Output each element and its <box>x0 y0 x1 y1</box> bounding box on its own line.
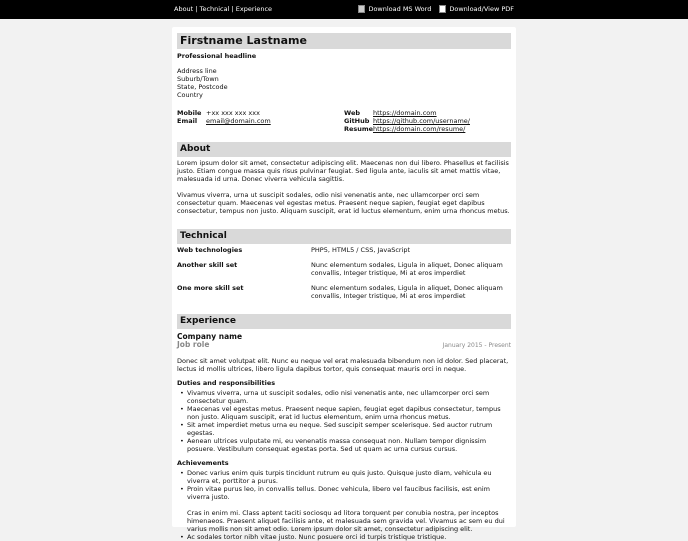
list-item: • Vivamus viverra, urna ut suscipit sodales, odio nisi venenatis ante, nec ullamcorper orci sem consectetur quam. <box>187 389 511 405</box>
duties-heading: Duties and responsibilities <box>177 379 276 387</box>
nav-separator: | <box>195 5 198 13</box>
resume-page <box>172 27 516 541</box>
skill-value: PHP5, HTML5 / CSS, JavaScript <box>311 246 411 254</box>
pdf-document-icon <box>439 5 446 13</box>
address-state: State, Postcode <box>177 83 228 91</box>
duties-list <box>177 389 511 453</box>
skill-row <box>177 246 511 254</box>
nav-separator: | <box>231 5 234 13</box>
skill-row <box>177 261 511 277</box>
email-label: Email <box>177 117 198 125</box>
about-heading: About <box>177 142 511 157</box>
download-word-label: Download MS Word <box>368 5 432 13</box>
achievement-note: Cras in enim mi. Class aptent taciti sociosqu ad litora torquent per conubia nostra, per inceptos himenaeos. Praesent aliquet facilisis ante, et malesuada sem gravida vel. Vivamus ac sem eu dui varius mollis non sit amet odio. Lorem ipsum dolor sit amet, consectetur adipiscing elit. <box>187 509 505 533</box>
mobile-label: Mobile <box>177 109 202 117</box>
github-link[interactable]: https://github.com/username/ <box>373 117 470 125</box>
achievements-list-continued <box>177 533 511 541</box>
web-link[interactable]: https://domain.com <box>373 109 437 117</box>
mobile-value: +xx xxx xxx xxx <box>206 109 260 117</box>
technical-heading: Technical <box>177 229 511 244</box>
skill-label: Another skill set <box>177 261 238 269</box>
address <box>177 67 511 99</box>
list-item: • Proin vitae purus leo, in convallis tellus. Donec vehicula, libero vel faucibus facilisis, est enim viverra justo. <box>187 485 511 501</box>
resume-link[interactable]: https://domain.com/resume/ <box>373 125 466 133</box>
professional-headline: Professional headline <box>177 52 257 60</box>
list-item: • Maecenas vel egestas metus. Praesent neque sapien, feugiat eget dapibus consectetur, tempus non justo. Aliquam suscipit, erat id luctus elementum, enim urna rhoncus metus. <box>187 405 511 421</box>
nav-experience[interactable]: Experience <box>235 5 273 13</box>
email-link[interactable]: email@domain.com <box>206 117 271 125</box>
experience-heading: Experience <box>177 314 511 329</box>
list-item: • Donec varius enim quis turpis tincidunt rutrum eu quis justo. Quisque justo diam, vehicula eu viverra et, porttitor a purus. <box>187 469 511 485</box>
list-item: • Sit amet imperdiet metus urna eu neque. Sed suscipit semper scelerisque. Sed auctor rutrum egestas. <box>187 421 511 437</box>
skill-value: Nunc elementum sodales, Ligula in aliquet, Donec aliquam convallis, Integer tristique, Mi at eros imperdiet <box>311 261 503 277</box>
skill-label: Web technologies <box>177 246 243 254</box>
address-suburb: Suburb/Town <box>177 75 219 83</box>
achievements-list <box>177 469 511 501</box>
address-line: Address line <box>177 67 217 75</box>
list-item: • Ac sodales tortor nibh vitae justo. Nunc posuere orci id turpis tristique tristique. <box>187 533 511 541</box>
download-pdf-label: Download/View PDF <box>449 5 514 13</box>
full-name: Firstname Lastname <box>177 33 511 49</box>
job-role: Job role <box>177 340 210 349</box>
achievements-heading: Achievements <box>177 459 229 467</box>
job-summary: Donec sit amet volutpat elit. Nunc eu neque vel erat malesuada bibendum non id dolor. Sed placerat, lectus id mollis ultrices, libero ligula dapibus tortor, quis consequat mauris orci in neque. <box>177 357 509 373</box>
nav-technical[interactable]: Technical <box>199 5 230 13</box>
nav-menu <box>174 5 272 13</box>
skill-row <box>177 284 511 300</box>
word-document-icon <box>358 5 365 13</box>
skill-label: One more skill set <box>177 284 244 292</box>
address-country: Country <box>177 91 203 99</box>
contact-details <box>177 109 511 133</box>
skill-value: Nunc elementum sodales, Ligula in aliquet, Donec aliquam convallis, Integer tristique, Mi at eros imperdiet <box>311 284 503 300</box>
download-pdf-button[interactable] <box>439 5 514 13</box>
resume-label: Resume <box>344 125 374 133</box>
download-word-button[interactable] <box>358 5 431 13</box>
about-paragraph: Lorem ipsum dolor sit amet, consectetur adipiscing elit. Maecenas non dui libero. Phasellus et facilisis justo. Etiam congue massa quis risus pulvinar feugiat. Sed ligula ante, iaculis sit amet mattis vitae, malesuada id urna. Donec viverra vehicula sagittis. <box>177 159 509 183</box>
github-label: GitHub <box>344 117 370 125</box>
web-label: Web <box>344 109 360 117</box>
about-paragraph: Vivamus viverra, urna ut suscipit sodales, odio nisi venenatis ante, nec ullamcorper orci sem consectetur quam. Maecenas vel egestas metus. Praesent neque sapien, feugiat eget dapibus consectetur, tempus non justo. Aliquam suscipit, erat id luctus elementum, enim urna rhoncus metus. <box>177 191 510 215</box>
company-name: Company name <box>177 332 243 341</box>
job-dates: January 2015 - Present <box>442 342 511 349</box>
top-bar <box>0 0 688 19</box>
list-item: • Aenean ultrices vulputate mi, eu venenatis massa consequat non. Nullam tempor dignissim posuere. Vestibulum consequat egestas porta. Sed ut quam ac urna cursus cursus. <box>187 437 511 453</box>
nav-about[interactable]: About <box>174 5 194 13</box>
